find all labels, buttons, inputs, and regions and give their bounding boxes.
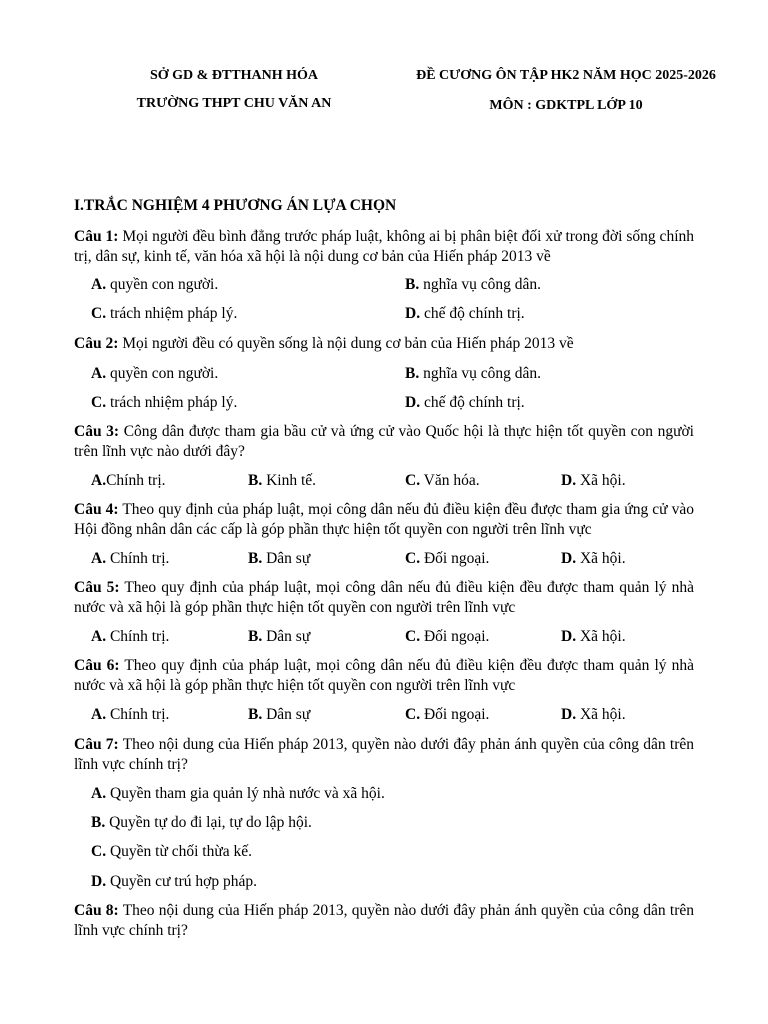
option-text: Dân sự: [262, 706, 311, 723]
question-text: Theo quy định của pháp luật, mọi công dân nếu đủ điều kiện đều được tham quản lý nhà nước và xã hội là góp phần thực hiện tốt quyền con người trên lĩnh vực: [74, 579, 694, 616]
option-text: trách nhiệm pháp lý.: [106, 305, 238, 322]
option-text: Quyền tham gia quản lý nhà nước và xã hội.: [106, 785, 385, 802]
option-key: A.: [91, 472, 107, 489]
question-text: Theo quy định của pháp luật, mọi công dân nếu đủ điều kiện đều được tham quản lý nhà nước và xã hội là góp phần thực hiện tốt quyền con người trên lĩnh vực: [74, 657, 694, 694]
option-text: chế độ chính trị.: [420, 394, 525, 411]
option-key: B.: [91, 814, 106, 831]
option-key: B.: [405, 365, 420, 382]
option-key: D.: [561, 550, 577, 567]
option-text: Xã hội.: [576, 550, 626, 567]
option-text: Dân sự: [262, 550, 311, 567]
question-text: Mọi người đều có quyền sống là nội dung cơ bản của Hiến pháp 2013 về: [118, 335, 574, 352]
option-text: Dân sự: [262, 628, 311, 645]
question-text: Mọi người đều bình đẳng trước pháp luật, không ai bị phân biệt đối xử trong đời sống chính trị, dân sự, kinh tế, văn hóa xã hội là nội dung cơ bản của Hiến pháp 2013 về: [74, 228, 694, 265]
option-key: C.: [91, 843, 107, 860]
option-text: Xã hội.: [576, 628, 626, 645]
question-text: Theo quy định của pháp luật, mọi công dân nếu đủ điều kiện đều được tham gia ứng cử vào Hội đồng nhân dân các cấp là góp phần thực hiện tốt quyền con người trên lĩnh vực: [74, 501, 694, 538]
question-5-option-d: [561, 627, 626, 647]
question-2: [74, 334, 694, 354]
option-text: Chính trị.: [106, 472, 166, 489]
option-text: Quyền cư trú hợp pháp.: [106, 873, 257, 890]
question-7-option-d: [91, 872, 257, 892]
option-text: Chính trị.: [106, 706, 170, 723]
question-1-option-c: [91, 304, 237, 324]
option-text: Xã hội.: [576, 706, 626, 723]
option-key: D.: [561, 472, 577, 489]
option-text: Văn hóa.: [420, 472, 480, 489]
question-5-option-c: [405, 627, 489, 647]
question-3: [74, 422, 694, 462]
question-6-option-a: [91, 705, 169, 725]
question-6-option-d: [561, 705, 626, 725]
option-key: C.: [405, 706, 421, 723]
document-title: ĐỀ CƯƠNG ÔN TẬP HK2 NĂM HỌC 2025-2026: [416, 68, 716, 83]
question-6-option-c: [405, 705, 489, 725]
option-key: D.: [405, 394, 421, 411]
question-5-option-a: [91, 627, 169, 647]
question-label: Câu 5:: [74, 579, 120, 596]
question-label: Câu 1:: [74, 228, 119, 245]
option-text: chế độ chính trị.: [420, 305, 525, 322]
option-key: C.: [91, 305, 107, 322]
question-8: [74, 901, 694, 941]
question-3-option-a: [91, 471, 166, 491]
question-5: [74, 578, 694, 618]
question-6-option-b: [248, 705, 310, 725]
option-text: nghĩa vụ công dân.: [419, 276, 542, 293]
question-text: Công dân được tham gia bầu cử và ứng cử vào Quốc hội là thực hiện tốt quyền con người trên lĩnh vực nào dưới đây?: [74, 423, 694, 460]
question-1-option-d: [405, 304, 525, 324]
question-1-option-b: [405, 275, 541, 295]
question-2-option-a: [91, 364, 218, 384]
question-label: Câu 7:: [74, 736, 119, 753]
department-name: SỞ GD & ĐTTHANH HÓA: [149, 68, 318, 83]
option-key: C.: [405, 472, 421, 489]
question-text: Theo nội dung của Hiến pháp 2013, quyền nào dưới đây phản ánh quyền của công dân trên lĩnh vực chính trị?: [74, 902, 694, 939]
option-text: nghĩa vụ công dân.: [419, 365, 542, 382]
option-key: A.: [91, 628, 107, 645]
option-key: B.: [248, 472, 263, 489]
question-4-option-d: [561, 549, 626, 569]
section-title: I.TRẮC NGHIỆM 4 PHƯƠNG ÁN LỰA CHỌN: [74, 197, 397, 214]
option-key: D.: [561, 628, 577, 645]
option-text: Chính trị.: [106, 550, 170, 567]
option-key: D.: [405, 305, 421, 322]
option-text: Đối ngoại.: [420, 706, 490, 723]
question-3-option-b: [248, 471, 316, 491]
question-3-option-d: [561, 471, 626, 491]
question-4-option-c: [405, 549, 489, 569]
option-key: A.: [91, 365, 107, 382]
question-2-option-b: [405, 364, 541, 384]
option-text: quyền con người.: [106, 365, 219, 382]
option-text: Chính trị.: [106, 628, 170, 645]
question-7-option-b: [91, 813, 312, 833]
option-key: B.: [405, 276, 420, 293]
question-label: Câu 4:: [74, 501, 119, 518]
question-text: Theo nội dung của Hiến pháp 2013, quyền nào dưới đây phản ánh quyền của công dân trên lĩnh vực chính trị?: [74, 736, 694, 773]
option-text: Kinh tế.: [262, 472, 317, 489]
option-key: A.: [91, 706, 107, 723]
option-text: Xã hội.: [576, 472, 626, 489]
option-text: Đối ngoại.: [420, 550, 490, 567]
question-1: [74, 227, 694, 267]
question-5-option-b: [248, 627, 310, 647]
option-text: quyền con người.: [106, 276, 219, 293]
question-label: Câu 6:: [74, 657, 120, 674]
option-key: C.: [405, 628, 421, 645]
option-text: Đối ngoại.: [420, 628, 490, 645]
question-4-option-b: [248, 549, 310, 569]
question-2-option-d: [405, 393, 525, 413]
school-name: TRƯỜNG THPT CHU VĂN AN: [136, 96, 332, 111]
question-label: Câu 3:: [74, 423, 120, 440]
option-key: A.: [91, 550, 107, 567]
option-text: Quyền từ chối thừa kế.: [106, 843, 253, 860]
option-key: D.: [561, 706, 577, 723]
subject-line: MÔN : GDKTPL LỚP 10: [489, 98, 643, 113]
option-key: B.: [248, 706, 263, 723]
option-key: A.: [91, 785, 107, 802]
question-1-option-a: [91, 275, 218, 295]
option-key: C.: [405, 550, 421, 567]
option-key: B.: [248, 628, 263, 645]
option-key: B.: [248, 550, 263, 567]
option-text: trách nhiệm pháp lý.: [106, 394, 238, 411]
question-7-option-a: [91, 784, 385, 804]
option-key: D.: [91, 873, 107, 890]
option-key: A.: [91, 276, 107, 293]
question-label: Câu 2:: [74, 335, 119, 352]
question-2-option-c: [91, 393, 237, 413]
option-text: Quyền tự do đi lại, tự do lập hội.: [105, 814, 312, 831]
question-7: [74, 735, 694, 775]
question-7-option-c: [91, 842, 252, 862]
question-4-option-a: [91, 549, 169, 569]
question-4: [74, 500, 694, 540]
question-3-option-c: [405, 471, 480, 491]
question-6: [74, 656, 694, 696]
option-key: C.: [91, 394, 107, 411]
question-label: Câu 8:: [74, 902, 119, 919]
